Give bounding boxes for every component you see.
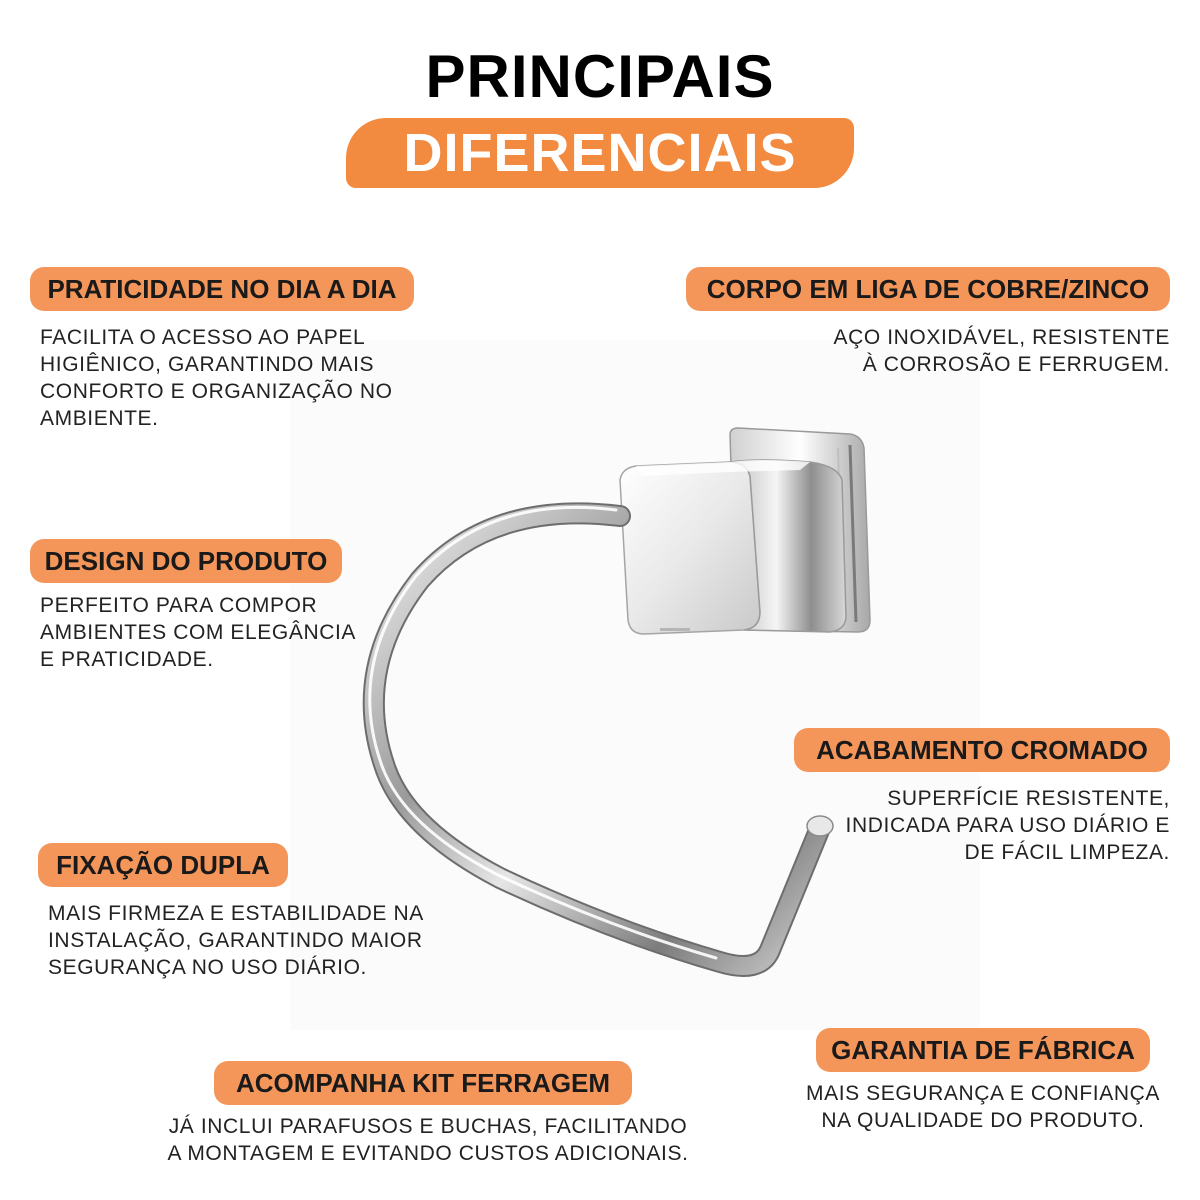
- desc-line: MAIS FIRMEZA E ESTABILIDADE NA: [48, 902, 424, 925]
- badge-acabamento: ACABAMENTO CROMADO: [794, 728, 1170, 772]
- desc-line: AMBIENTES COM ELEGÂNCIA: [40, 621, 357, 644]
- badge-garantia: GARANTIA DE FÁBRICA: [816, 1028, 1150, 1072]
- desc-design: [40, 592, 356, 673]
- desc-line: JÁ INCLUI PARAFUSOS E BUCHAS, FACILITANDO: [168, 1115, 688, 1138]
- desc-garantia: [800, 1080, 1166, 1134]
- desc-line: DE FÁCIL LIMPEZA.: [964, 841, 1170, 864]
- desc-line: AÇO INOXIDÁVEL, RESISTENTE: [833, 326, 1170, 349]
- desc-line: INSTALAÇÃO, GARANTINDO MAIOR: [48, 929, 423, 952]
- desc-line: AMBIENTE.: [40, 407, 159, 430]
- badge-praticidade: PRATICIDADE NO DIA A DIA: [30, 267, 414, 311]
- desc-acabamento: [846, 785, 1170, 866]
- desc-line: NA QUALIDADE DO PRODUTO.: [821, 1109, 1145, 1132]
- desc-line: FACILITA O ACESSO AO PAPEL: [40, 326, 366, 349]
- desc-line: PERFEITO PARA COMPOR: [40, 594, 318, 617]
- desc-line: SEGURANÇA NO USO DIÁRIO.: [48, 956, 367, 979]
- desc-corpo: [833, 324, 1170, 378]
- page-subtitle: DIFERENCIAIS: [403, 123, 797, 183]
- page-title: PRINCIPAIS: [425, 43, 775, 110]
- badge-kit: ACOMPANHA KIT FERRAGEM: [214, 1061, 632, 1105]
- badge-corpo: CORPO EM LIGA DE COBRE/ZINCO: [686, 267, 1170, 311]
- desc-line: INDICADA PARA USO DIÁRIO E: [845, 814, 1170, 837]
- desc-line: A MONTAGEM E EVITANDO CUSTOS ADICIONAIS.: [167, 1142, 689, 1165]
- desc-line: SUPERFÍCIE RESISTENTE,: [887, 787, 1170, 810]
- badge-fixacao: FIXAÇÃO DUPLA: [38, 843, 288, 887]
- desc-line: CONFORTO E ORGANIZAÇÃO NO: [40, 380, 393, 403]
- desc-line: HIGIÊNICO, GARANTINDO MAIS: [40, 353, 375, 376]
- desc-line: MAIS SEGURANÇA E CONFIANÇA: [806, 1082, 1160, 1105]
- badge-design: DESIGN DO PRODUTO: [30, 539, 342, 583]
- desc-praticidade: [40, 324, 393, 432]
- desc-line: E PRATICIDADE.: [40, 648, 214, 671]
- desc-fixacao: [48, 900, 424, 981]
- desc-line: À CORROSÃO E FERRUGEM.: [862, 353, 1170, 376]
- desc-kit: [150, 1113, 706, 1167]
- subtitle-pill: [346, 118, 854, 188]
